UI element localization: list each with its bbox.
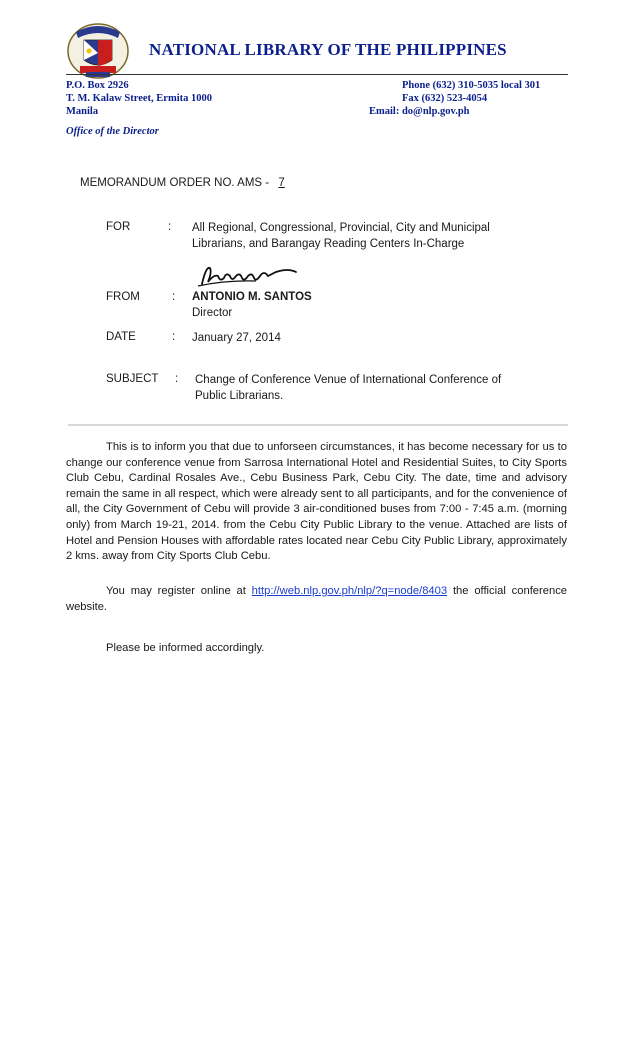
register-text: You may register online at — [106, 585, 246, 597]
po-box: P.O. Box 2926 — [66, 80, 129, 91]
from-title: Director — [192, 307, 233, 319]
phone: Phone (632) 310-5035 local 301 — [402, 80, 541, 91]
subject-text — [195, 372, 501, 404]
from-colon: : — [172, 291, 176, 303]
body-paragraph-3 — [66, 641, 567, 657]
subject-line-2: Public Librarians. — [195, 390, 284, 402]
closing-text: Please be informed accordingly. — [106, 642, 265, 654]
for-line-1: All Regional, Congressional, Provincial, City and Municipal — [192, 222, 490, 234]
date-label: DATE — [106, 331, 136, 343]
office-of-director: Office of the Director — [66, 126, 159, 137]
for-colon: : — [168, 221, 172, 233]
header-rule — [66, 74, 568, 75]
subject-colon: : — [175, 373, 179, 385]
body-paragraph-1 — [66, 440, 567, 565]
date-value: January 27, 2014 — [192, 332, 281, 344]
section-separator — [68, 424, 568, 426]
email: Email: do@nlp.gov.ph — [369, 106, 470, 117]
memo-number: 7 — [278, 177, 285, 189]
from-name: ANTONIO M. SANTOS — [192, 291, 312, 303]
subject-label: SUBJECT — [106, 373, 159, 385]
memo-title — [80, 177, 291, 189]
registration-link[interactable]: http://web.nlp.gov.ph/nlp/?q=node/8403 — [251, 585, 448, 597]
director-signature — [196, 264, 300, 290]
library-seal-logo — [66, 22, 130, 80]
fax: Fax (632) 523-4054 — [402, 93, 488, 104]
organization-name: NATIONAL LIBRARY OF THE PHILIPPINES — [149, 40, 507, 59]
city: Manila — [66, 106, 99, 117]
subject-line-1: Change of Conference Venue of International Conference of — [195, 374, 502, 386]
for-recipients — [192, 220, 490, 252]
street-address: T. M. Kalaw Street, Ermita 1000 — [66, 93, 213, 104]
body-paragraph-2 — [66, 584, 567, 615]
letterhead — [66, 22, 568, 82]
date-colon: : — [172, 331, 176, 343]
from-block — [192, 289, 312, 321]
body-paragraph-1-text: This is to inform you that due to unforseen circumstances, it has become necessary for us to change our conference venue from Sarrosa International Hotel and Residential Suites, to City Sports Club Cebu, Cardinal Rosales Ave., Cebu Business Park, Cebu City. The date, time and advisory remain the same in all respect, which were already sent to all participants, and for the convenience of all, the City Government of Cebu will provide 3 air-conditioned buses from 7:00 - 7:45 a.m. (morning only) from March 19-21, 2014. from the Cebu City Public Library to the venue. Attached are lists of Hotel and Pension Houses with affordable rates located near Cebu City Public Library, approximately 2 kms. away from City Sports Club Cebu. — [66, 441, 567, 563]
for-label: FOR — [106, 221, 131, 233]
register-text-after: the official conference website. — [66, 585, 568, 613]
memo-title-prefix: MEMORANDUM ORDER NO. AMS - — [80, 177, 270, 189]
for-line-2: Librarians, and Barangay Reading Centers In-Charge — [192, 238, 465, 250]
from-label: FROM — [106, 291, 140, 303]
